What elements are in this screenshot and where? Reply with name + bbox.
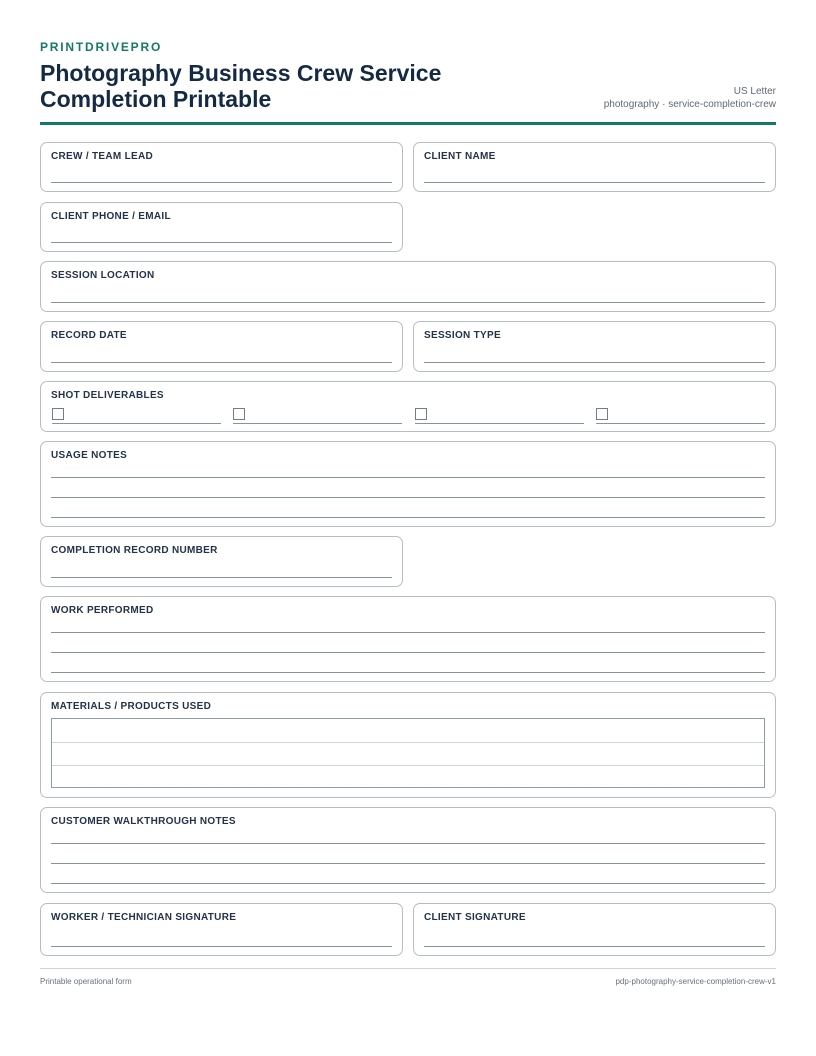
- usage-notes-line-1[interactable]: [51, 477, 765, 478]
- session-type-label: SESSION TYPE: [424, 330, 501, 341]
- client-name-label: CLIENT NAME: [424, 151, 496, 162]
- deliverable-option-2: [233, 408, 402, 424]
- document-meta: [604, 85, 776, 111]
- record-date-field: [40, 321, 403, 372]
- session-location-label: SESSION LOCATION: [51, 270, 155, 281]
- client-contact-field: [40, 202, 403, 252]
- checkbox[interactable]: [52, 408, 64, 420]
- walkthrough-notes-line-2[interactable]: [51, 863, 765, 864]
- document-tag: photography · service-completion-crew: [603, 99, 776, 110]
- checkbox[interactable]: [415, 408, 427, 420]
- session-location-input-line[interactable]: [51, 302, 765, 303]
- client-signature-field: [413, 903, 776, 956]
- walkthrough-notes-field: [40, 807, 776, 893]
- footer-left-text: Printable operational form: [40, 977, 132, 986]
- work-performed-field: [40, 596, 776, 682]
- usage-notes-line-3[interactable]: [51, 517, 765, 518]
- materials-used-field: [40, 692, 776, 798]
- walkthrough-notes-line-1[interactable]: [51, 843, 765, 844]
- client-name-input-line[interactable]: [424, 182, 765, 183]
- title-line-2: Completion Printable: [40, 86, 272, 112]
- usage-notes-line-2[interactable]: [51, 497, 765, 498]
- record-date-input-line[interactable]: [51, 362, 392, 363]
- usage-notes-label: USAGE NOTES: [51, 450, 128, 461]
- deliverable-option-1: [52, 408, 221, 424]
- client-signature-line[interactable]: [424, 946, 765, 947]
- worker-signature-line[interactable]: [51, 946, 392, 947]
- work-performed-line-2[interactable]: [51, 652, 765, 653]
- completion-record-number-input-line[interactable]: [51, 577, 392, 578]
- work-performed-label: WORK PERFORMED: [51, 605, 154, 616]
- client-contact-label: CLIENT PHONE / EMAIL: [51, 211, 171, 222]
- footer-divider: [40, 968, 776, 969]
- record-date-label: RECORD DATE: [51, 330, 127, 341]
- worker-signature-field: [40, 903, 403, 956]
- crew-lead-label: CREW / TEAM LEAD: [51, 151, 154, 162]
- completion-record-number-label: COMPLETION RECORD NUMBER: [51, 545, 218, 556]
- footer-form-id: pdp-photography-service-completion-crew-v1: [615, 977, 776, 986]
- deliverable-option-4: [596, 408, 765, 424]
- session-type-field: [413, 321, 776, 372]
- title-line-1: Photography Business Crew Service: [40, 60, 442, 86]
- client-contact-input-line[interactable]: [51, 242, 392, 243]
- session-location-field: [40, 261, 776, 312]
- checkbox[interactable]: [233, 408, 245, 420]
- work-performed-line-1[interactable]: [51, 632, 765, 633]
- table-row-divider: [52, 765, 764, 766]
- work-performed-line-3[interactable]: [51, 672, 765, 673]
- brand-logo-text: PRINTDRIVEPRO: [40, 40, 163, 54]
- materials-used-label: MATERIALS / PRODUCTS USED: [51, 701, 212, 712]
- paper-size: US Letter: [733, 86, 776, 97]
- crew-lead-field: [40, 142, 403, 192]
- header-divider: [40, 122, 776, 125]
- shot-deliverables-field: [40, 381, 776, 432]
- session-type-input-line[interactable]: [424, 362, 765, 363]
- worker-signature-label: WORKER / TECHNICIAN SIGNATURE: [51, 912, 237, 923]
- materials-table[interactable]: [51, 718, 765, 788]
- checkbox[interactable]: [596, 408, 608, 420]
- completion-record-number-field: [40, 536, 403, 587]
- deliverable-option-3: [415, 408, 584, 424]
- usage-notes-field: [40, 441, 776, 527]
- table-row-divider: [52, 742, 764, 743]
- page-title: [40, 60, 540, 112]
- crew-lead-input-line[interactable]: [51, 182, 392, 183]
- walkthrough-notes-line-3[interactable]: [51, 883, 765, 884]
- client-signature-label: CLIENT SIGNATURE: [424, 912, 526, 923]
- client-name-field: [413, 142, 776, 192]
- shot-deliverables-label: SHOT DELIVERABLES: [51, 390, 164, 401]
- walkthrough-notes-label: CUSTOMER WALKTHROUGH NOTES: [51, 816, 236, 827]
